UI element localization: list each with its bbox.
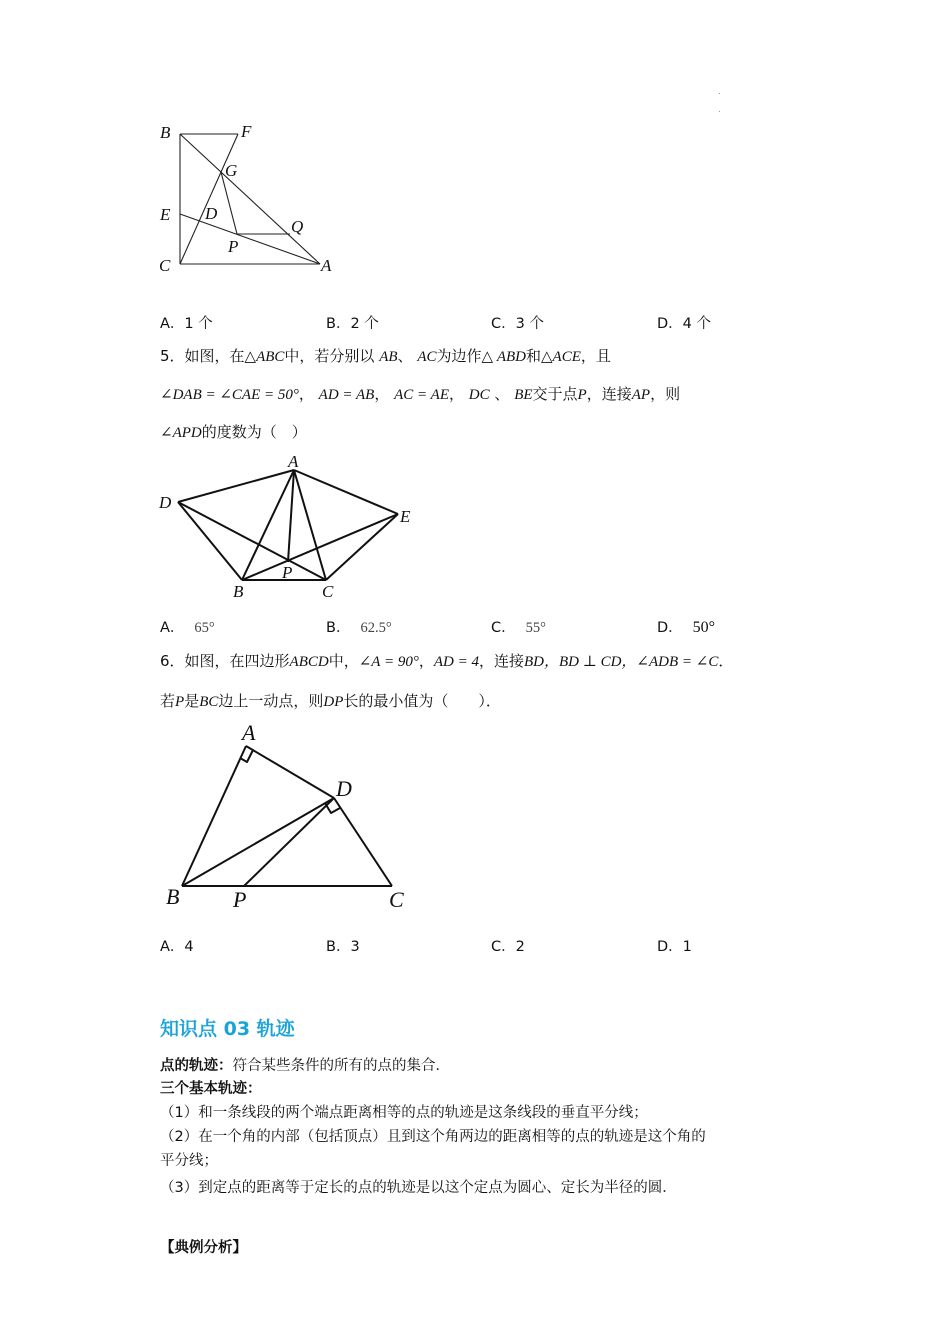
label-F: F bbox=[241, 122, 252, 141]
label-P: P bbox=[228, 237, 239, 256]
q6-option-d[interactable]: D．1 bbox=[657, 939, 692, 955]
q5-option-d[interactable]: D． 50° bbox=[657, 619, 716, 636]
label-E: E bbox=[400, 507, 411, 526]
q4-option-a[interactable]: A．1 个 bbox=[160, 316, 213, 332]
section-heading: 知识点 03 轨迹 bbox=[160, 1018, 295, 1040]
label-E: E bbox=[160, 205, 171, 224]
decorative-dot bbox=[719, 93, 720, 94]
q6-line-2: 若P是BC边上一动点，则DP长的最小值为（ ）． bbox=[160, 692, 501, 710]
locus-item-3: （3）到定点的距离等于定长的点的轨迹是以这个定点为圆心、定长为半径的圆． bbox=[160, 1180, 677, 1196]
label-A: A bbox=[242, 720, 256, 745]
example-analysis-heading: 【典例分析】 bbox=[160, 1240, 247, 1256]
label-D: D bbox=[336, 776, 352, 801]
label-B: B bbox=[160, 123, 171, 142]
q4-option-b[interactable]: B．2 个 bbox=[326, 316, 379, 332]
q5-option-c[interactable]: C． 55° bbox=[491, 620, 546, 636]
basic-loci-title: 三个基本轨迹： bbox=[160, 1081, 262, 1097]
label-C: C bbox=[322, 582, 334, 601]
q6-option-a[interactable]: A．4 bbox=[160, 939, 194, 955]
label-B: B bbox=[166, 884, 180, 909]
locus-item-1: （1）和一条线段的两个端点距离相等的点的轨迹是这条线段的垂直平分线； bbox=[160, 1105, 648, 1121]
figure-q4 bbox=[150, 118, 350, 280]
label-D: D bbox=[205, 204, 218, 223]
q6-option-c[interactable]: C．2 bbox=[491, 939, 525, 955]
q4-option-d[interactable]: D．4 个 bbox=[657, 316, 711, 332]
label-P: P bbox=[282, 563, 293, 582]
q5-line-3: ∠APD的度数为（ ） bbox=[160, 423, 307, 441]
q5-option-b[interactable]: B． 62.5° bbox=[326, 620, 392, 636]
label-G: G bbox=[225, 161, 238, 180]
q5-option-a[interactable]: A． 65° bbox=[160, 620, 215, 636]
q5-line-2: ∠DAB = ∠CAE = 50°， AD = AB， AC = AE， DC 、 BE交于点P，连接AP，则 bbox=[160, 385, 681, 403]
label-B: B bbox=[233, 582, 244, 601]
q5-line-1: 5．如图，在△ABC中，若分别以 AB、 AC为边作△ ABD和△ACE，且 bbox=[160, 347, 611, 365]
label-C: C bbox=[389, 887, 404, 912]
q6-line-1: 6．如图，在四边形ABCD中，∠A = 90°，AD = 4，连接BD，BD ⊥ CD，∠ADB = ∠C． bbox=[160, 652, 734, 670]
figure-q5 bbox=[150, 450, 430, 602]
figure-q6 bbox=[160, 720, 420, 915]
label-D: D bbox=[159, 493, 172, 512]
decorative-dot bbox=[719, 111, 720, 112]
label-A: A bbox=[288, 452, 299, 471]
locus-item-2-cont: 平分线； bbox=[160, 1153, 218, 1169]
label-A: A bbox=[321, 256, 332, 275]
q6-option-b[interactable]: B．3 bbox=[326, 939, 360, 955]
label-C: C bbox=[159, 256, 171, 275]
label-P: P bbox=[233, 887, 247, 912]
locus-item-2: （2）在一个角的内部（包括顶点）且到这个角两边的距离相等的点的轨迹是这个角的 bbox=[160, 1129, 706, 1145]
q4-option-c[interactable]: C．3 个 bbox=[491, 316, 544, 332]
label-Q: Q bbox=[291, 217, 304, 236]
definition-line: 点的轨迹：符合某些条件的所有的点的集合． bbox=[160, 1058, 450, 1074]
